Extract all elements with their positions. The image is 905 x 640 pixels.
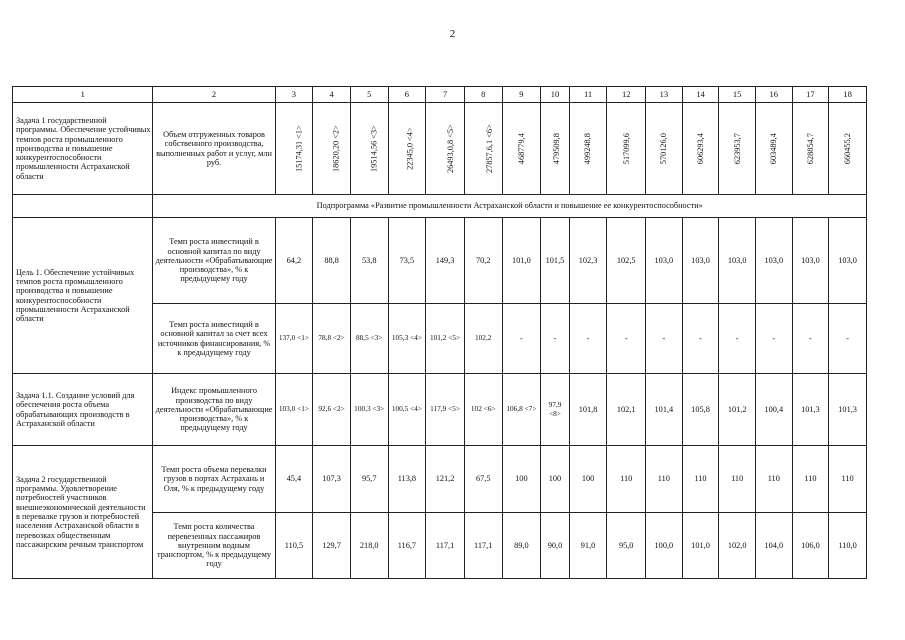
- value-cell: 101,0: [502, 218, 541, 304]
- header-cell: 14: [682, 87, 719, 103]
- value-cell: 116,7: [388, 513, 426, 579]
- header-cell: 13: [646, 87, 683, 103]
- value-cell: 103,0: [646, 218, 683, 304]
- value-cell: 101,8: [569, 374, 607, 446]
- value-cell: 103,0: [682, 218, 719, 304]
- value-cell: 102,3: [569, 218, 607, 304]
- indicator-name: Индекс промышленного производства по виду деятельности «Обрабатывающие производства», % к предыдущему году: [153, 374, 275, 446]
- value-cell: -: [755, 304, 792, 374]
- value-cell: 64,2: [275, 218, 313, 304]
- value-cell: 110: [755, 446, 792, 513]
- value-cell: 95,0: [607, 513, 646, 579]
- value-cell: 107,3: [313, 446, 351, 513]
- header-row: [13, 87, 867, 103]
- value-cell: 102,5: [607, 218, 646, 304]
- value-cell: 110: [607, 446, 646, 513]
- value-cell: -: [719, 304, 756, 374]
- value-cell: 67,5: [464, 446, 502, 513]
- value-cell: 88,5 <3>: [350, 304, 388, 374]
- value-cell: 623953,7: [719, 103, 756, 195]
- value-cell: -: [792, 304, 829, 374]
- row-label: Задача 1.1. Создание условий для обеспечения роста объема обрабатывающих производств в Астраханской области: [13, 374, 153, 446]
- value-cell: 517099,6: [607, 103, 646, 195]
- value-cell: 102,2: [464, 304, 502, 374]
- header-cell: 12: [607, 87, 646, 103]
- value-cell: -: [829, 304, 867, 374]
- value-cell: 45,4: [275, 446, 313, 513]
- header-cell: 2: [153, 87, 275, 103]
- value-cell: 15174,31 <1>: [275, 103, 313, 195]
- table-row: [13, 446, 867, 513]
- row-label: Цель 1. Обеспечение устойчивых темпов роста промышленного производства и повышение конкурентоспособности промышленности Астраханской области: [13, 218, 153, 374]
- value-cell: 499248,8: [569, 103, 607, 195]
- value-cell: 88,8: [313, 218, 351, 304]
- value-cell: 129,7: [313, 513, 351, 579]
- indicator-name: Темп роста объема перевалки грузов в портах Астрахань и Оля, % к предыдущему году: [153, 446, 275, 513]
- value-cell: 100,0: [646, 513, 683, 579]
- value-cell: -: [502, 304, 541, 374]
- value-cell: 660455,2: [829, 103, 867, 195]
- value-cell: 100: [569, 446, 607, 513]
- value-cell: 105,3 <4>: [388, 304, 426, 374]
- value-cell: 26493,0,8 <5>: [426, 103, 465, 195]
- header-cell: 9: [502, 87, 541, 103]
- value-cell: 22345,0 <4>: [388, 103, 426, 195]
- value-cell: 106,8 <7>: [502, 374, 541, 446]
- value-cell: 102,1: [607, 374, 646, 446]
- value-cell: 92,6 <2>: [313, 374, 351, 446]
- header-cell: 3: [275, 87, 313, 103]
- value-cell: 101,4: [646, 374, 683, 446]
- value-cell: 570126,0: [646, 103, 683, 195]
- value-cell: 102 <6>: [464, 374, 502, 446]
- value-cell: 100,3 <3>: [350, 374, 388, 446]
- value-cell: 18620,20 <2>: [313, 103, 351, 195]
- value-cell: 103,0 <1>: [275, 374, 313, 446]
- indicator-name: Объем отгруженных товаров собственного производства, выполненных работ и услуг, млн руб.: [153, 103, 275, 195]
- value-cell: 103,0: [719, 218, 756, 304]
- value-cell: 110: [792, 446, 829, 513]
- value-cell: 110: [719, 446, 756, 513]
- value-cell: 603489,4: [755, 103, 792, 195]
- value-cell: 105,8: [682, 374, 719, 446]
- value-cell: 97,9 <8>: [541, 374, 570, 446]
- value-cell: -: [607, 304, 646, 374]
- header-cell: 6: [388, 87, 426, 103]
- subprogram-title: Подпрограмма «Развитие промышленности Астраханской области и повышение ее конкурентоспособности»: [153, 195, 867, 218]
- value-cell: 100,5 <4>: [388, 374, 426, 446]
- value-cell: 78,8 <2>: [313, 304, 351, 374]
- value-cell: 101,5: [541, 218, 570, 304]
- value-cell: 104,0: [755, 513, 792, 579]
- value-cell: 110: [682, 446, 719, 513]
- header-cell: 5: [350, 87, 388, 103]
- value-cell: 117,1: [464, 513, 502, 579]
- value-cell: 218,0: [350, 513, 388, 579]
- header-cell: 4: [313, 87, 351, 103]
- value-cell: 149,3: [426, 218, 465, 304]
- value-cell: 110,0: [829, 513, 867, 579]
- value-cell: 103,0: [792, 218, 829, 304]
- header-cell: 1: [13, 87, 153, 103]
- value-cell: 53,8: [350, 218, 388, 304]
- value-cell: 110: [829, 446, 867, 513]
- value-cell: 106,0: [792, 513, 829, 579]
- table-row: [13, 374, 867, 446]
- value-cell: 101,0: [682, 513, 719, 579]
- value-cell: 100,4: [755, 374, 792, 446]
- value-cell: 137,0 <1>: [275, 304, 313, 374]
- value-cell: -: [682, 304, 719, 374]
- value-cell: 101,2: [719, 374, 756, 446]
- value-cell: 70,2: [464, 218, 502, 304]
- header-cell: 17: [792, 87, 829, 103]
- table-row: [13, 218, 867, 304]
- value-cell: 110,5: [275, 513, 313, 579]
- value-cell: 479509,8: [541, 103, 570, 195]
- value-cell: -: [569, 304, 607, 374]
- indicator-name: Темп роста количества перевезенных пассажиров внутренним водным транспортом, % к предыдущему году: [153, 513, 275, 579]
- header-cell: 15: [719, 87, 756, 103]
- value-cell: 95,7: [350, 446, 388, 513]
- value-cell: 103,0: [829, 218, 867, 304]
- header-cell: 7: [426, 87, 465, 103]
- row-label: Задача 1 государственной программы. Обеспечение устойчивых темпов роста промышленного производства и повышение конкурентоспособности промышленности Астраханской области: [13, 103, 153, 195]
- row-label: Задача 2 государственной программы. Удовлетворение потребностей участников внешнеэкономической деятельности в перевалке грузов и потребностей населения Астраханской области в перевозках общественным пассажирским речным транспортом: [13, 446, 153, 579]
- value-cell: 19514,56 <3>: [350, 103, 388, 195]
- subprogram-row: [13, 195, 867, 218]
- indicator-name: Темп роста инвестиций в основной капитал за счет всех источников финансирования, % к предыдущему году: [153, 304, 275, 374]
- value-cell: 101,3: [792, 374, 829, 446]
- value-cell: 89,0: [502, 513, 541, 579]
- value-cell: 606293,4: [682, 103, 719, 195]
- header-cell: 18: [829, 87, 867, 103]
- value-cell: 628854,7: [792, 103, 829, 195]
- value-cell: 117,1: [426, 513, 465, 579]
- value-cell: 91,0: [569, 513, 607, 579]
- value-cell: 101,2 <5>: [426, 304, 465, 374]
- value-cell: 100: [541, 446, 570, 513]
- empty-cell: [13, 195, 153, 218]
- indicator-name: Темп роста инвестиций в основной капитал по виду деятельности «Обрабатывающие производства», % к предыдущему году: [153, 218, 275, 304]
- value-cell: 121,2: [426, 446, 465, 513]
- value-cell: 100: [502, 446, 541, 513]
- value-cell: -: [541, 304, 570, 374]
- value-cell: 468779,4: [502, 103, 541, 195]
- value-cell: 110: [646, 446, 683, 513]
- value-cell: 90,0: [541, 513, 570, 579]
- value-cell: 103,0: [755, 218, 792, 304]
- value-cell: 27857,6,1 <6>: [464, 103, 502, 195]
- value-cell: 73,5: [388, 218, 426, 304]
- value-cell: 102,0: [719, 513, 756, 579]
- indicators-table: [12, 86, 867, 579]
- table-row: [13, 103, 867, 195]
- page-number: 2: [449, 28, 456, 40]
- value-cell: -: [646, 304, 683, 374]
- header-cell: 8: [464, 87, 502, 103]
- header-cell: 16: [755, 87, 792, 103]
- header-cell: 10: [541, 87, 570, 103]
- value-cell: 117,9 <5>: [426, 374, 465, 446]
- value-cell: 101,3: [829, 374, 867, 446]
- value-cell: 113,8: [388, 446, 426, 513]
- header-cell: 11: [569, 87, 607, 103]
